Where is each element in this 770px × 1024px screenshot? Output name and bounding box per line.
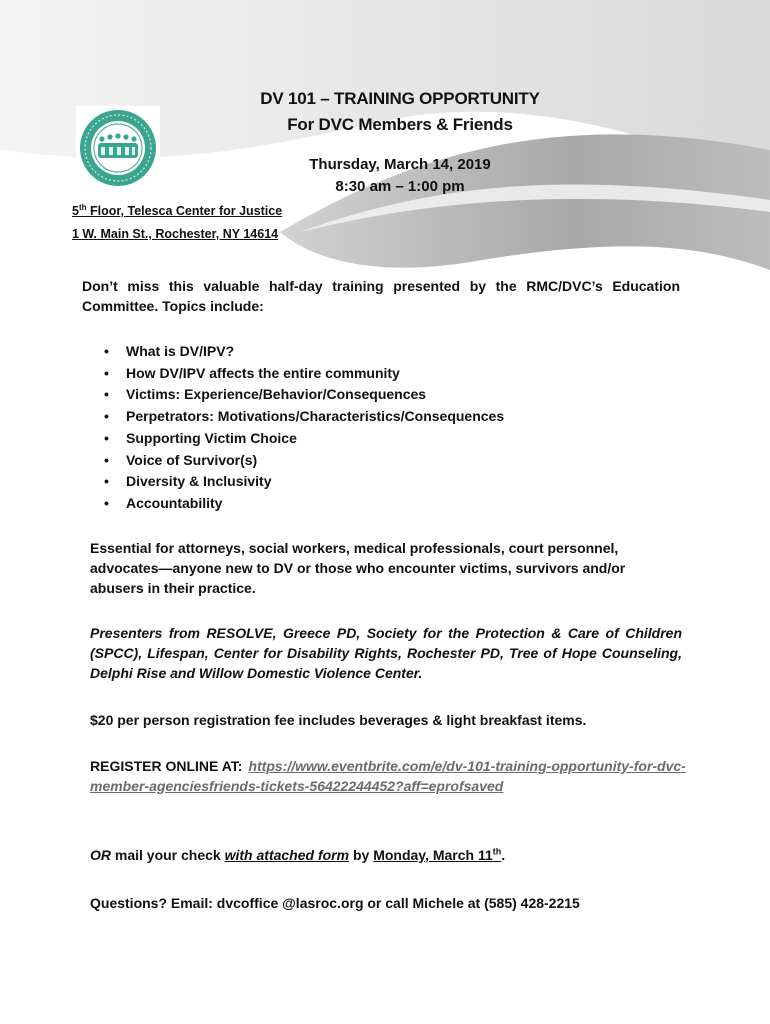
list-item: • Accountability — [98, 493, 504, 515]
list-item: • Voice of Survivor(s) — [98, 450, 504, 472]
topics-list — [98, 341, 504, 515]
audience-paragraph: Essential for attorneys, social workers, medical professionals, court personnel, advocates—anyone new to DV or those who encounter victims, survivors and/or abusers in their practice. — [90, 540, 626, 596]
list-item: • How DV/IPV affects the entire community — [98, 363, 504, 385]
deadline-date: Monday, March 11th — [373, 846, 502, 863]
bullet-icon: • — [104, 343, 109, 359]
mail-paragraph: OR mail your check with attached form by Monday, March 11th. — [90, 846, 506, 863]
presenters-paragraph: Presenters from RESOLVE, Greece PD, Society for the Protection & Care of Children (SPCC), Lifespan, Center for Disability Rights, Rochester PD, Tree of Hope Counseling, Delphi Rise and Willow Domestic Violence Center. — [90, 625, 682, 681]
address-floor: 5th Floor, Telesca Center for Justice — [72, 202, 283, 218]
list-item: • Diversity & Inclusivity — [98, 471, 504, 493]
bullet-icon: • — [104, 451, 109, 468]
list-item: • Perpetrators: Motivations/Characteristics/Consequences — [98, 406, 504, 428]
list-item: • Victims: Experience/Behavior/Consequences — [98, 384, 504, 406]
fee-paragraph: $20 per person registration fee includes beverages & light breakfast items. — [90, 712, 587, 728]
event-date: Thursday, March 14, 2019 — [309, 156, 491, 173]
address-street: 1 W. Main St., Rochester, NY 14614 — [72, 227, 279, 241]
list-item: • What is DV/IPV? — [98, 341, 504, 363]
intro-paragraph: Don’t miss this valuable half-day training presented by the RMC/DVC’s Education Committee. Topics include: — [82, 278, 680, 314]
register-label: REGISTER ONLINE AT: — [90, 758, 243, 774]
event-title: DV 101 – TRAINING OPPORTUNITY — [260, 89, 540, 108]
list-item: • Supporting Victim Choice — [98, 428, 504, 450]
attached-form-link[interactable]: with attached form — [224, 847, 350, 863]
bullet-icon: • — [104, 473, 109, 490]
bullet-icon: • — [104, 494, 109, 511]
register-paragraph — [90, 756, 690, 796]
event-subtitle: For DVC Members & Friends — [287, 115, 513, 134]
bullet-icon: • — [104, 429, 109, 446]
bullet-icon: • — [104, 386, 109, 403]
event-time: 8:30 am – 1:00 pm — [335, 178, 465, 195]
registration-link[interactable]: https://www.eventbrite.com/e/dv-101-training-opportunity-for-dvc-member-agenciesfriends-tickets-56422244452?aff=eprofsaved — [90, 758, 686, 794]
event-address — [72, 200, 282, 246]
event-header — [150, 86, 650, 198]
bullet-icon: • — [104, 408, 109, 425]
questions-paragraph: Questions? Email: dvcoffice @lasroc.org or call Michele at (585) 428-2215 — [90, 895, 580, 911]
coalition-logo-icon — [76, 106, 160, 190]
bullet-icon: • — [104, 364, 109, 381]
